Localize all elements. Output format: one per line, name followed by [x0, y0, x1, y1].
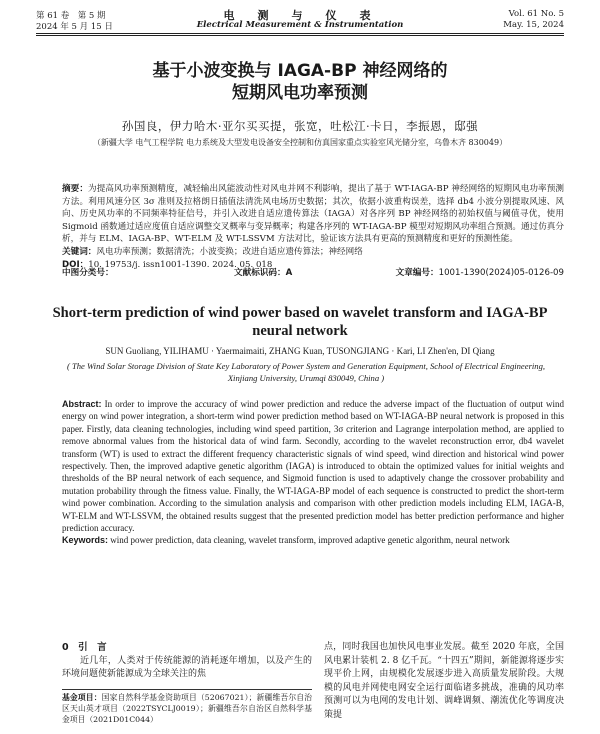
volume-issue-cn: 第 61 卷 第 5 期: [36, 11, 106, 21]
abstract-cn-label: 摘要：: [62, 184, 89, 194]
funding-footnote: [62, 689, 312, 725]
doi-value: 10. 19753/j. issn1001-1390. 2024. 05. 018: [88, 259, 273, 270]
article-number: 文章编号：1001-1390(2024)05-0126-09: [395, 268, 564, 278]
classification-row: [62, 266, 564, 279]
authors-cn: 孙国良，伊力哈木·亚尔买买提，张宽，吐松江·卡日，李振恩，邸强: [121, 119, 479, 133]
title-cn-line1: 基于小波变换与 IAGA-BP 神经网络的: [152, 61, 448, 81]
title-cn: [0, 60, 600, 104]
intro-column-right: 点，同时我国也加快风电事业发展。截至 2020 年底，全国风电累计装机 2. 8 亿千瓦。“十四五”期间，新能源将逐步实现平价上网，由规模化发展逐步进入高质量发展阶段。大规模的风电并网使电网安全运行面临诸多挑战，准确的风功率预测可以为电网的发电计划、调峰调频、潮流优化等调度决策提: [324, 642, 564, 720]
authors-en: SUN Guoliang, YILIHAMU · Yaermaimaiti, ZHANG Kuan, TUSONGJIANG · Kari, LI Zhen'en, DI Qiang: [105, 346, 495, 356]
doi-label: DOI：: [62, 259, 89, 270]
abstract-en-label: Abstract:: [62, 399, 102, 409]
title-cn-line2: 短期风电功率预测: [232, 83, 368, 103]
abstract-cn: [62, 183, 564, 271]
abstract-en-text: In order to improve the accuracy of wind power prediction and reduce the adverse impact of the fluctuation of output wind energy on wind power integration, a short-term wind power prediction method based on WT-IAGA-BP neural network is proposed in this paper. Firstly, data cleaning technologies, including wind speed partition, 3σ criterion and Lagrange interpolation method, are applied to remove abnormal values from the historical data of wind farm. Secondly, according to the wavelet reconstruction error, db4 wavelet transform (WT) is used to extract the different frequency characteristic signals of wind speed, wind direction and historical wind power respectively. Then, the improved adaptive genetic algorithm (IAGA) is introduced to obtain the optimized values for initial weights and thresholds of the BP neural network of each sequence, and Sigmoid function is used to adaptively change the crossover probability and mutation probability through the fitness value. Finally, the WT-IAGA-BP model of each sequence is constructed to predict the short-term wind power combination. According to the simulation analysis and comparison with other prediction models including ELM, IAGA-B, WT-ELM and WT-LSSVM, the obtained results suggest that the presented prediction model has better prediction performance and higher prediction accuracy.: [62, 399, 565, 534]
volume-issue-en: Vol. 61 No. 5: [508, 9, 564, 19]
affiliation-cn: （新疆大学 电气工程学院 电力系统及大型发电设备安全控制和仿真国家重点实验室风光储分室，乌鲁木齐 830049）: [92, 138, 508, 147]
date-cn: 2024 年 5 月 15 日: [36, 22, 113, 32]
document-code: 文献标识码：A: [234, 268, 293, 278]
abstract-en: [62, 398, 564, 547]
header-rule: [36, 33, 564, 34]
clc-label: 中图分类号：: [62, 268, 114, 278]
running-header-bottom: [36, 20, 564, 32]
intro-column-left: [62, 641, 312, 682]
funding-label: 基金项目：: [62, 693, 102, 702]
funding-text: 国家自然科学基金资助项目（52067021）；新疆维吾尔自治区天山英才项目（2022TSYCLJ0019）；新疆维吾尔自治区自然科学基金项目（2021D01C044）: [62, 693, 312, 724]
intro-paragraph-left: 近几年，人类对于传统能源的消耗逐年增加，以及产生的环境问题使新能源成为全球关注的焦: [62, 655, 312, 679]
keywords-en-text: wind power prediction, data cleaning, wavelet transform, improved adaptive genetic algorithm, neural network: [110, 535, 510, 546]
journal-name-en: Electrical Measurement & Instrumentation: [196, 20, 404, 30]
date-en: May. 15, 2024: [503, 20, 564, 30]
keywords-en-label: Keywords:: [62, 535, 109, 546]
journal-name-cn: 电 测 与 仪 表: [223, 9, 377, 22]
abstract-cn-text: 为提高风功率预测精度，减轻输出风能波动性对风电并网不利影响，提出了基于 WT-IAGA-BP 神经网络的短期风电功率预测方法。利用风速分区 3σ 准则及拉格朗日插值法清洗风电场历史数据；其次，依据小波重构误差，选择 db4 小波分别提取风速、风向、历史风功率的不同频率特征信号，并引入改进自适应遗传算法（IAGA）对各序列 BP 神经网络的初始权值与阈值寻优，使用 Sigmoid 函数通过适应度值自适应调整交叉概率与变异概率；构建各序列的 WT-IAGA-BP 模型对短期风功率组合预测。通过仿真分析，并与 ELM、IAGA-BP、WT-ELM 及 WT-LSSVM 方法对比，验证该方法具有更高的预测精度和更好的预测性能。: [62, 184, 564, 245]
keywords-cn-label: 关键词：: [62, 246, 97, 257]
section-heading-intro: 0 引 言: [62, 642, 107, 653]
affiliation-en: ( The Wind Solar Storage Division of State Key Laboratory of Power System and Generation Equipment, School of Electrical Engineering, Xinjiang University, Urumqi 830049, China ): [66, 361, 546, 383]
title-en: Short-term prediction of wind power based on wavelet transform and IAGA-BP neural network: [52, 305, 548, 339]
header-rule-thin: [36, 35, 564, 36]
keywords-cn-text: 风电功率预测；数据清洗；小波变换；改进自适应遗传算法；神经网络: [96, 246, 363, 257]
